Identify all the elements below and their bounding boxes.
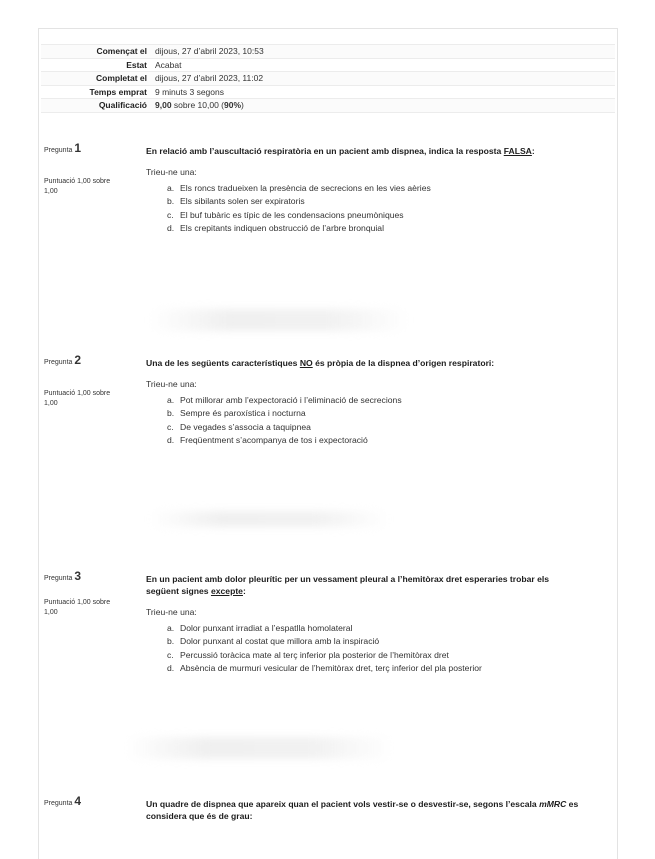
answer-letter: b. [167,408,175,419]
answer-list [167,393,606,447]
answer-letter: a. [167,622,175,633]
question-text [146,145,606,157]
question-number-value: 1 [74,141,82,155]
grade-score: 9,00 [155,100,172,111]
answer-option-c[interactable] [167,648,606,662]
answer-letter: c. [167,209,174,220]
answer-option-a[interactable] [167,181,606,195]
question-text-part: : [242,586,246,596]
answer-option-a[interactable] [167,393,606,407]
answer-option-b[interactable] [167,195,606,209]
question-text-emphasis: excepte [210,586,243,596]
question-info [44,569,116,618]
redacted-feedback [124,737,394,759]
summary-row-started [41,44,615,58]
question-info [44,353,116,409]
summary-row-time-taken [41,85,615,99]
answer-text: Els crepitants indiquen obstrucció de l’arbre bronquial [180,223,384,234]
summary-value: dijous, 27 d’abril 2023, 11:02 [155,73,264,84]
question-number [44,141,116,155]
question-text [146,573,576,597]
summary-row-state [41,58,615,72]
question-number [44,794,116,808]
question-prefix: Pregunta [44,575,73,582]
question-text-emphasis: FALSA [503,146,532,156]
question-grade: Puntuació 1,00 sobre 1,00 [44,178,111,195]
answer-text: Absència de murmuri vesicular de l’hemitòrax dret, terç inferior del pla posterior [180,663,482,674]
answer-letter: c. [167,421,174,432]
summary-value: 9 minuts 3 segons [155,86,224,97]
question-content [146,357,606,447]
question-number-value: 4 [74,794,82,808]
question-content [146,798,606,822]
answer-option-c[interactable] [167,420,606,434]
summary-label: Estat [126,59,147,70]
summary-value [155,100,244,110]
answer-option-b[interactable] [167,635,606,649]
answer-text: Percussió toràcica mate al terç inferior pla posterior de l’hemitòrax dret [180,649,449,660]
answer-option-a[interactable] [167,621,606,635]
question-content [146,145,606,235]
answer-prompt: Trieu-ne una: [146,167,197,177]
answer-text: Els sibilants solen ser expiratoris [180,196,305,207]
answer-text: El buf tubàric es típic de les condensacions pneumòniques [180,209,404,220]
question-text [146,357,606,369]
summary-value: dijous, 27 d’abril 2023, 10:53 [155,46,264,57]
answer-letter: b. [167,636,175,647]
answer-option-d[interactable] [167,222,606,236]
question-text-part: es considera que és de grau: [146,799,579,821]
question-info [44,141,116,197]
answer-option-c[interactable] [167,208,606,222]
question-text [146,798,616,822]
question-prefix: Pregunta [44,147,73,154]
summary-row-grade [41,98,615,113]
answer-letter: b. [167,196,175,207]
grade-middle: sobre 10,00 ( [171,100,224,111]
answer-prompt: Trieu-ne una: [146,607,197,617]
answer-text: Dolor punxant al costat que millora amb la inspiració [180,636,380,647]
summary-label: Completat el [95,73,147,84]
question-grade: Puntuació 1,00 sobre 1,00 [44,599,111,616]
question-info [44,794,116,808]
answer-text: Freqüentment s’acompanya de tos i expectoració [180,435,368,446]
answer-text: De vegades s’associa a taquipnea [180,421,311,432]
answer-text: Pot millorar amb l’expectoració i l’eliminació de secrecions [180,394,402,405]
answer-letter: a. [167,394,175,405]
question-prefix: Pregunta [44,359,73,366]
summary-label: Temps emprat [89,86,147,97]
answer-list [167,621,606,675]
question-number [44,569,116,583]
question-text-part: Un quadre de dispnea que apareix quan el pacient vols vestir-se o desvestir-se, segons l’escala [146,799,540,809]
question-text-part: és pròpia de la dispnea d’origen respiratori: [312,358,495,368]
answer-letter: c. [167,649,174,660]
question-text-emphasis: NO [299,358,313,368]
answer-letter: d. [167,663,175,674]
question-text-part: En un pacient amb dolor pleurític per un vessament pleural a l’hemitòrax dret esperaries trobar els següent signes [146,574,550,596]
answer-option-b[interactable] [167,407,606,421]
question-text-part: En relació amb l’auscultació respiratòria en un pacient amb dispnea, indica la resposta [146,146,504,156]
answer-letter: a. [167,182,175,193]
summary-label: Qualificació [98,100,147,111]
redacted-feedback [149,309,409,331]
answer-text: Els roncs tradueixen la presència de secrecions en les vies aèries [180,182,431,193]
question-text-italic: mMRC [539,799,567,809]
question-grade: Puntuació 1,00 sobre 1,00 [44,390,111,407]
question-content [146,573,606,675]
summary-row-completed [41,71,615,85]
answer-prompt: Trieu-ne una: [146,379,197,389]
grade-end: ) [241,100,244,111]
question-text-part: : [531,146,535,156]
grade-percent: 90% [224,100,242,111]
question-number-value: 3 [74,569,82,583]
answer-letter: d. [167,223,175,234]
question-text-part: Una de les següents característiques [146,358,300,368]
answer-option-d[interactable] [167,662,606,676]
answer-letter: d. [167,435,175,446]
question-prefix: Pregunta [44,800,73,807]
quiz-review-page [38,28,618,859]
answer-text: Sempre és paroxística i nocturna [180,408,306,419]
summary-value: Acabat [155,59,182,70]
redacted-feedback [149,511,389,527]
summary-label: Començat el [96,46,147,57]
attempt-summary-table [41,44,615,113]
answer-list [167,181,606,235]
question-number [44,353,116,367]
question-number-value: 2 [74,353,82,367]
answer-text: Dolor punxant irradiat a l’espatlla homolateral [180,622,353,633]
answer-option-d[interactable] [167,434,606,448]
